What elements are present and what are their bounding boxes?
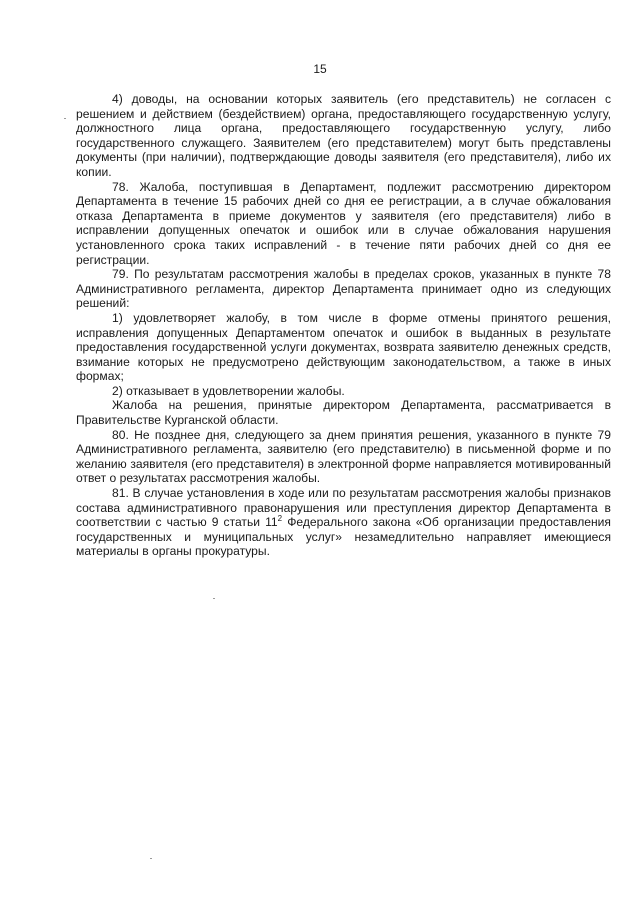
paragraph-79: 79. По результатам рассмотрения жалобы в пределах сроков, указанных в пункте 78 Административного регламента, директор Департамента принимает одно из следующих решений: [76, 267, 611, 311]
paragraph-80: 80. Не позднее дня, следующего за днем принятия решения, указанного в пункте 79 Административного регламента, заявителю (его представителю) в письменной форме и по желанию заявителя (его представителя) в электронной форме направляется мотивированный ответ о результатах рассмотрения жалобы. [76, 427, 611, 486]
scan-speck [150, 858, 152, 859]
paragraph-81-text-end: Федерального закона «Об организации предоставления государственных и муниципальных услуг» незамедлительно направляет имеющиеся материалы в органы прокуратуры. [76, 515, 611, 559]
scan-speck [64, 118, 66, 119]
paragraph-81-text-start: 81. В случае установления в ходе или по результатам рассмотрения жалобы признаков состава административного правонарушения или преступления директор Департамента в соответствии с частью 9 статьи 11 [76, 486, 611, 530]
paragraph-appeal-government: Жалоба на решения, принятые директором Департамента, рассматривается в Правительстве Курганской области. [76, 398, 611, 428]
paragraph-79-option-1: 1) удовлетворяет жалобу, в том числе в форме отмены принятого решения, исправления допущенных Департаментом опечаток и ошибок в выданных в результате предоставления государственной услуги документах, возврата заявителю денежных средств, взимание которых не предусмотрено действующим законодательством, а также в иных формах; [76, 310, 611, 384]
paragraph-78: 78. Жалоба, поступившая в Департамент, подлежит рассмотрению директором Департамента в течение 15 рабочих дней со дня ее регистрации, а в случае обжалования отказа Департамента в приеме документов у заявителя (его представителя) либо в исправлении допущенных опечаток и ошибок или в случае обжалования нарушения установленного срока таких исправлений - в течение пяти рабочих дней со дня ее регистрации. [76, 179, 611, 267]
document-body [76, 92, 611, 559]
page-number: 15 [313, 62, 327, 76]
paragraph-81-superscript: 2 [277, 514, 283, 524]
paragraph-item-4-arguments: 4) доводы, на основании которых заявитель (его представитель) не согласен с решением и действием (бездействием) органа, предоставляющего государственную услугу, должностного лица органа, предоставляющего государственную услугу, либо государственного служащего. Заявителем (его представителем) могут быть представлены документы (при наличии), подтверждающие доводы заявителя (его представителя), либо их копии. [76, 92, 611, 179]
paragraph-81 [76, 486, 611, 559]
paragraph-79-option-2: 2) отказывает в удовлетворении жалобы. [112, 383, 345, 398]
scan-speck [213, 598, 215, 599]
